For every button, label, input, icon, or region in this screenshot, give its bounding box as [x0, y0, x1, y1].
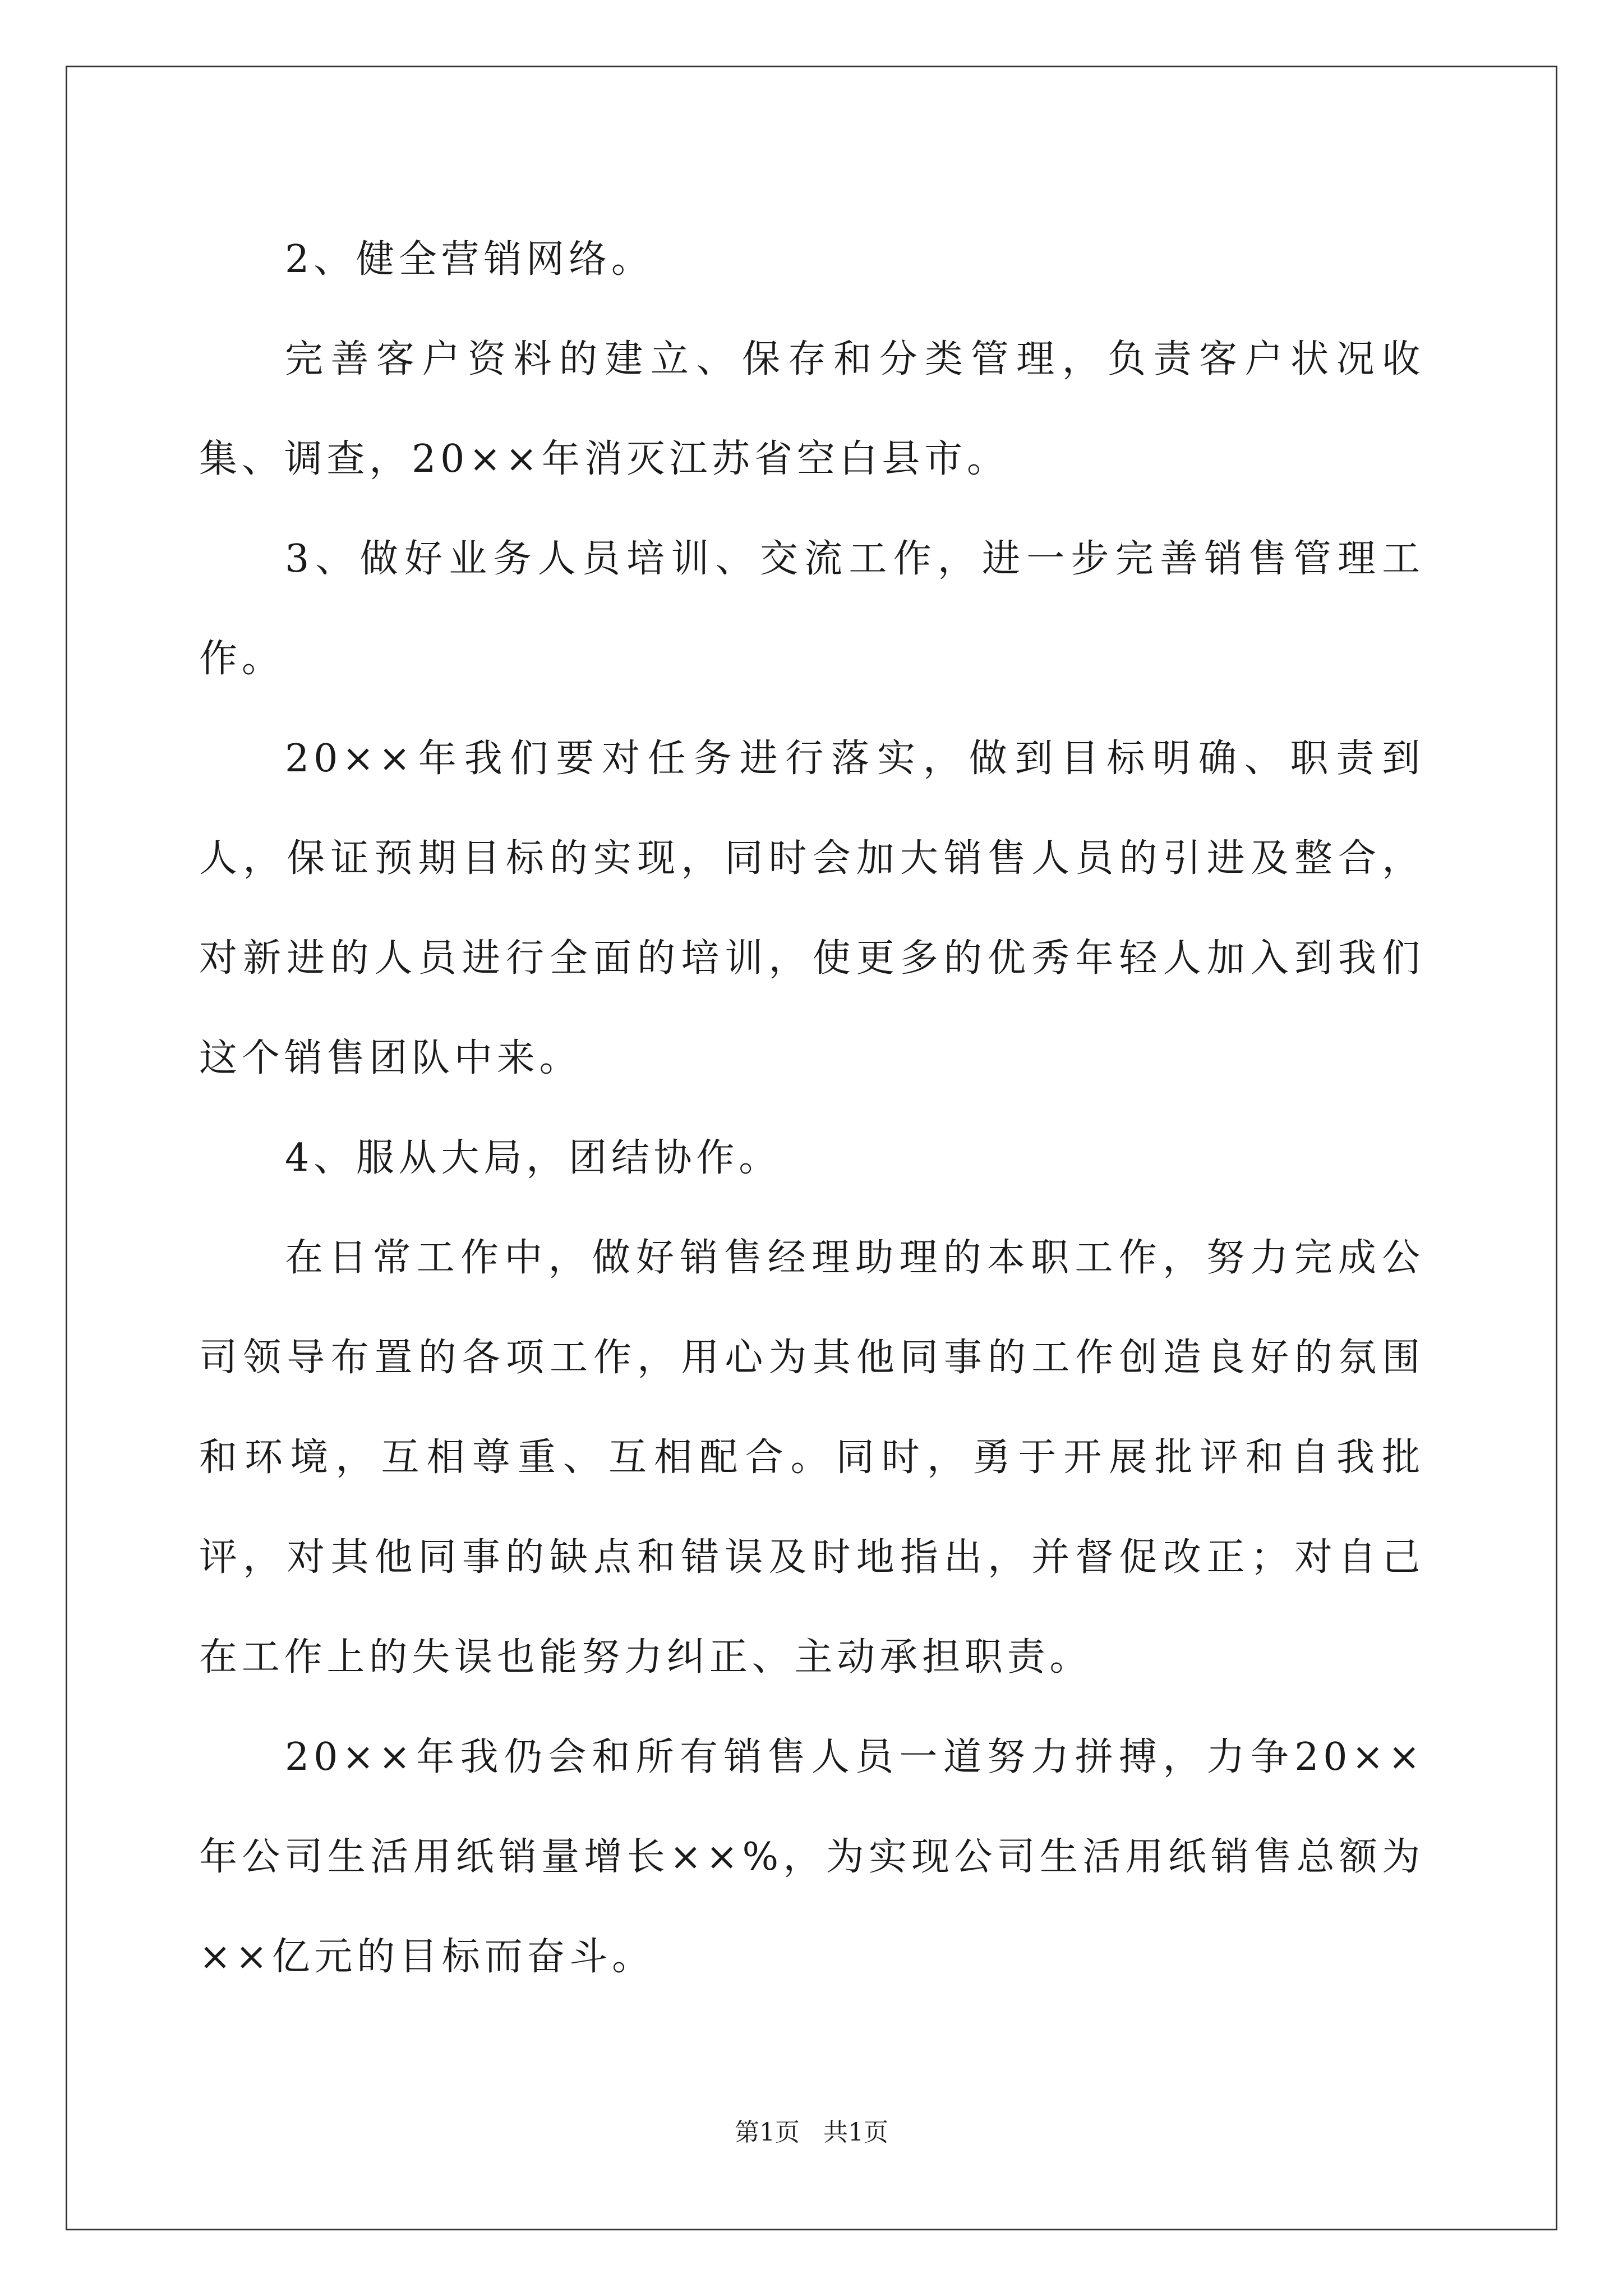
page-number: 第1页	[735, 2118, 800, 2147]
document-body	[199, 210, 1424, 2007]
paragraph-sales-goal: 20××年我仍会和所有销售人员一道努力拼搏，力争20××年公司生活用纸销量增长××%，为实现公司生活用纸销售总额为××亿元的目标而奋斗。	[199, 1735, 1424, 1979]
total-pages: 共1页	[823, 2118, 888, 2147]
paragraph-heading-4: 4、服从大局，团结协作。	[285, 1136, 782, 1180]
paragraph-heading-3: 3、做好业务人员培训、交流工作，进一步完善销售管理工作。	[199, 537, 1424, 681]
paragraph-task-implementation: 20××年我们要对任务进行落实，做到目标明确、职责到人，保证预期目标的实现，同时会加大销售人员的引进及整合，对新进的人员进行全面的培训，使更多的优秀年轻人加入到我们这个销售团队中来。	[199, 737, 1424, 1080]
paragraph-daily-work: 在日常工作中，做好销售经理助理的本职工作，努力完成公司领导布置的各项工作，用心为其他同事的工作创造良好的氛围和环境，互相尊重、互相配合。同时，勇于开展批评和自我批评，对其他同事的缺点和错误及时地指出，并督促改正；对自己在工作上的失误也能努力纠正、主动承担职责。	[199, 1236, 1424, 1680]
page-footer	[0, 2116, 1623, 2150]
paragraph-customer-data: 完善客户资料的建立、保存和分类管理，负责客户状况收集、调查，20××年消灭江苏省空白县市。	[199, 337, 1424, 481]
paragraph-heading-2: 2、健全营销网络。	[285, 237, 654, 282]
